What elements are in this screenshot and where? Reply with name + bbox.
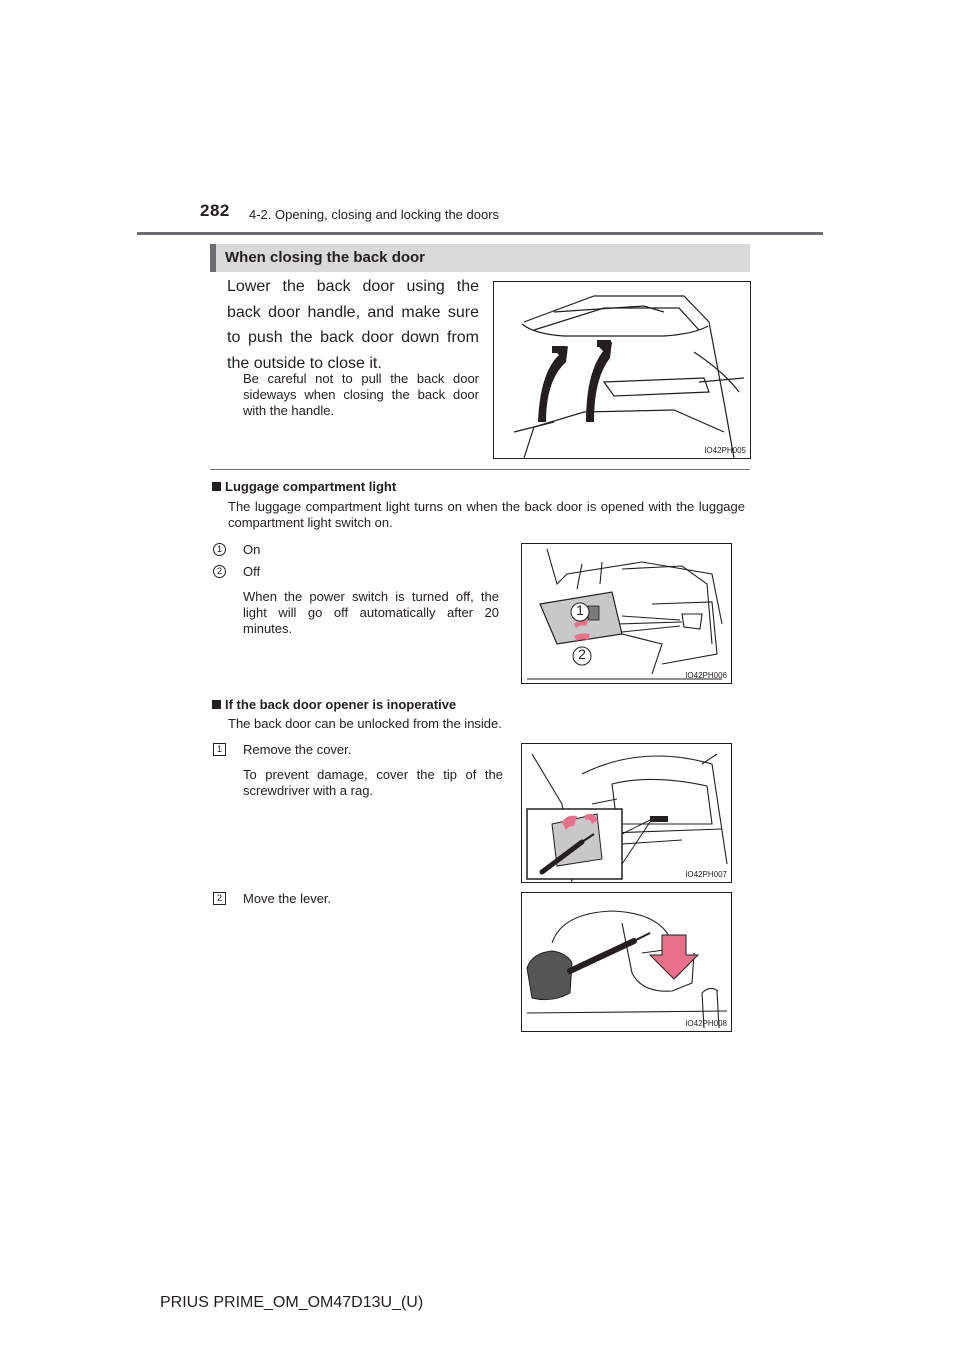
figure-luggage-light-switch xyxy=(521,543,732,684)
section-note: Be careful not to pull the back door sideways when closing the back door with the handle. xyxy=(243,371,479,418)
figure-move-lever xyxy=(521,892,732,1032)
figure-callout-2: 2 xyxy=(578,646,586,662)
luggage-light-note: When the power switch is turned off, the light will go off automatically after 20 minutes. xyxy=(243,589,499,636)
figure-code: IO42PH006 xyxy=(685,671,727,680)
step2-label: Move the lever. xyxy=(243,891,332,906)
bullet-square-icon xyxy=(212,700,221,709)
figure-code: IO42PH007 xyxy=(685,870,727,879)
remove-cover-illustration xyxy=(522,744,731,882)
step1-label: Remove the cover. xyxy=(243,742,352,757)
section-title: When closing the back door xyxy=(225,249,426,266)
section-bar-accent xyxy=(210,244,216,272)
page-number: 282 xyxy=(200,201,230,220)
luggage-light-illustration xyxy=(522,544,731,683)
figure-back-door-closing xyxy=(493,281,751,459)
bullet-square-icon xyxy=(212,482,221,491)
item-number-1: 1 xyxy=(213,543,226,556)
luggage-light-text: The luggage compartment light turns on when the back door is opened with the luggage compartment light switch on. xyxy=(228,499,745,530)
header-rule xyxy=(137,232,823,235)
section-divider xyxy=(210,469,750,470)
figure-callout-1: 1 xyxy=(576,602,584,618)
item-label-on: On xyxy=(243,542,261,557)
move-lever-illustration xyxy=(522,893,731,1031)
section-main-text: Lower the back door using the back door handle, and make sure to push the back door down from the outside to close it. xyxy=(227,278,479,372)
step1-note: To prevent damage, cover the tip of the screwdriver with a rag. xyxy=(243,767,503,798)
item-label-off: Off xyxy=(243,564,261,579)
item-number-2: 2 xyxy=(213,565,226,578)
section-heading-bar xyxy=(210,244,750,272)
step-number-2: 2 xyxy=(213,892,226,905)
opener-text: The back door can be unlocked from the inside. xyxy=(228,716,502,731)
figure-code: IO42PH005 xyxy=(704,446,746,455)
figure-code: IO42PH008 xyxy=(685,1019,727,1028)
back-door-illustration xyxy=(494,282,750,458)
footer-doc-id: PRIUS PRIME_OM_OM47D13U_(U) xyxy=(160,1294,424,1311)
step-number-1: 1 xyxy=(213,743,226,756)
figure-remove-cover xyxy=(521,743,732,883)
luggage-light-heading: Luggage compartment light xyxy=(212,479,396,494)
chapter-title: 4-2. Opening, closing and locking the doors xyxy=(249,207,500,222)
opener-heading: If the back door opener is inoperative xyxy=(212,697,456,712)
